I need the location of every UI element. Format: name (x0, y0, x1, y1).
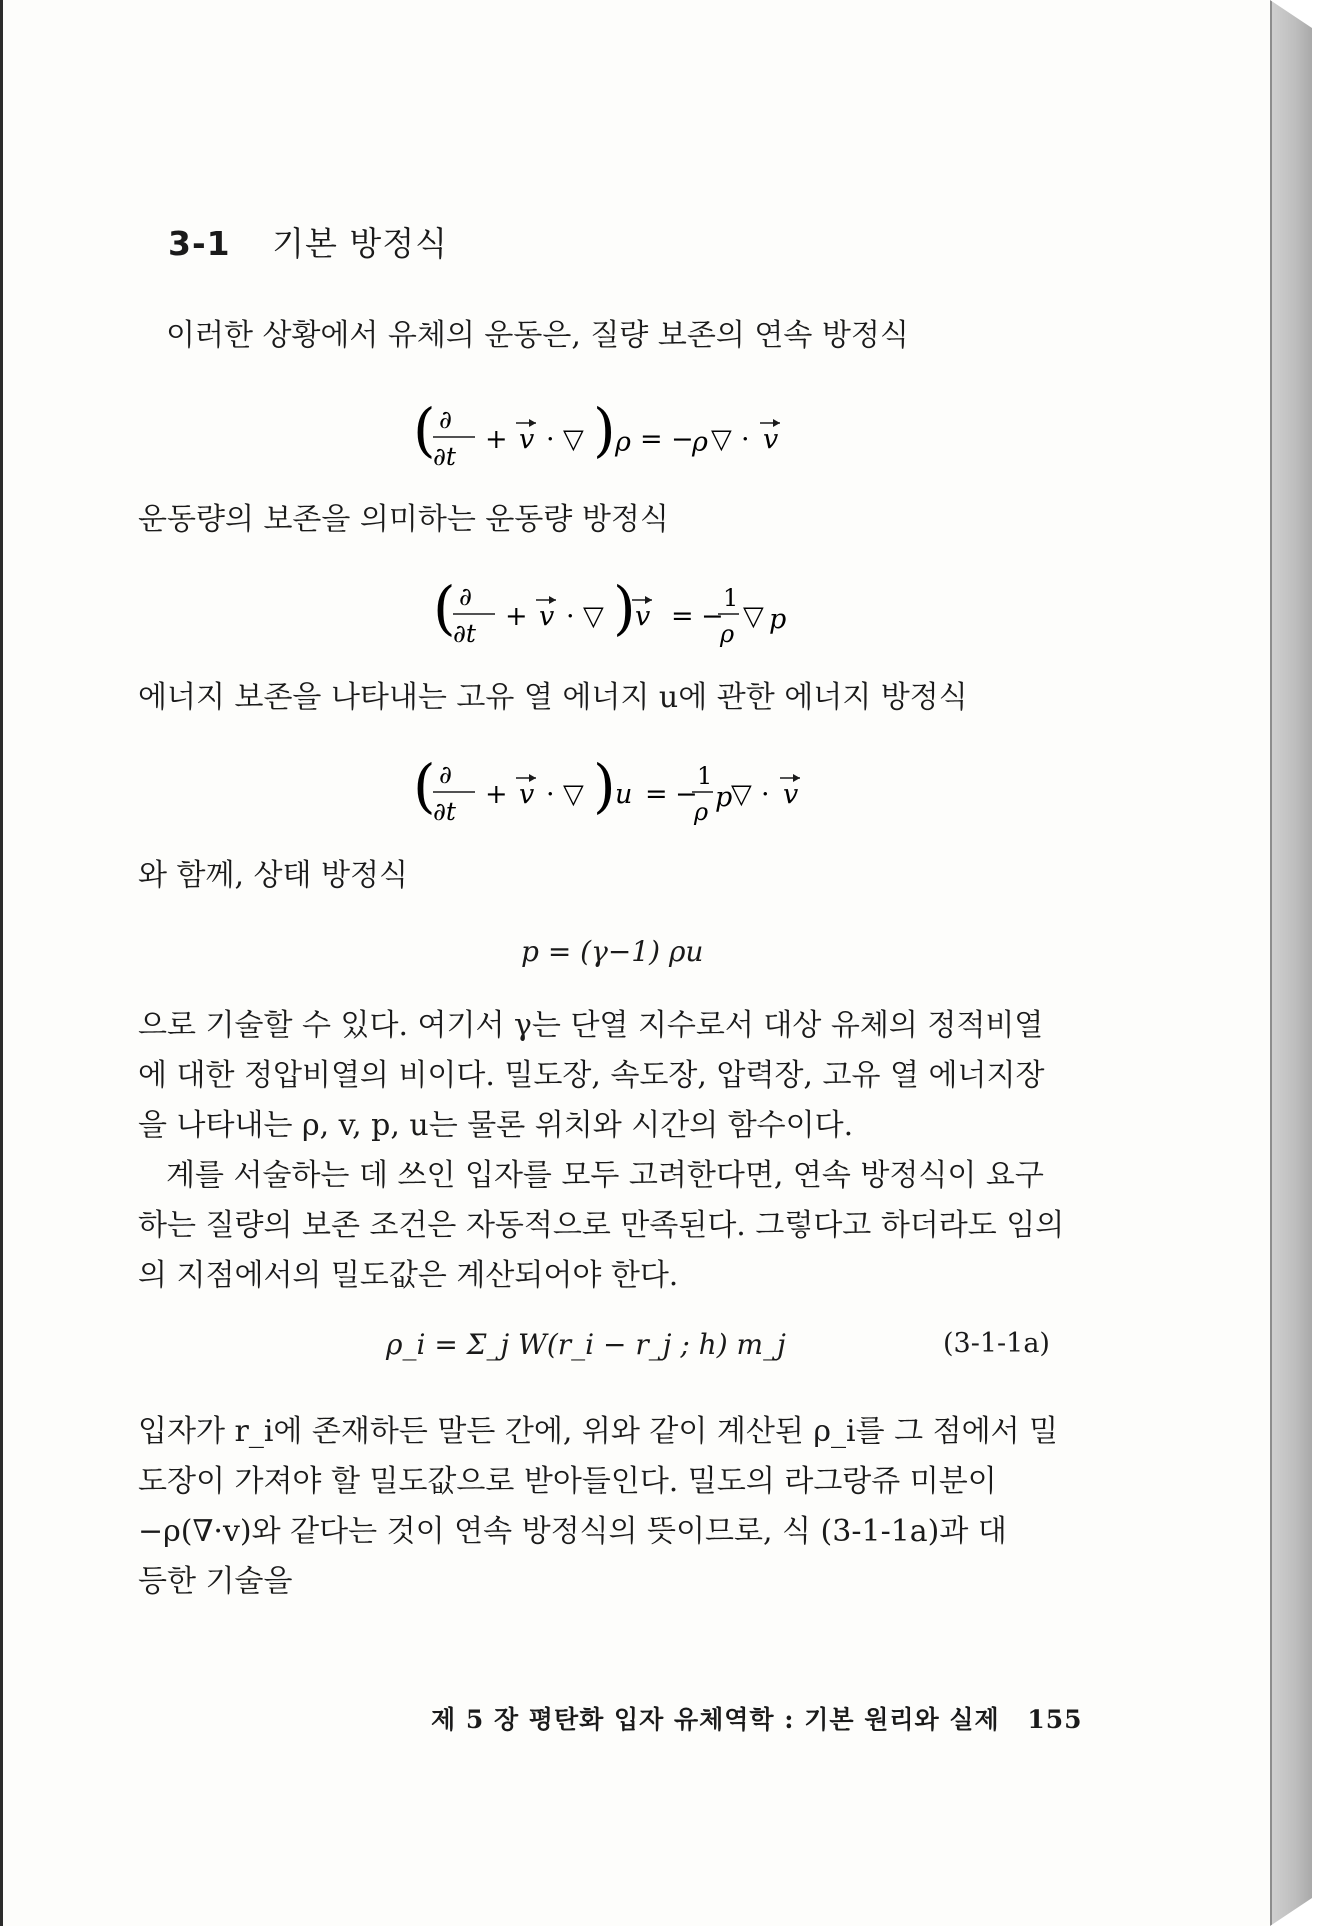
section-number: 3-1 (168, 224, 231, 263)
svg-text:1: 1 (723, 584, 739, 612)
svg-text:·: · (741, 424, 750, 455)
svg-text:=: = (645, 779, 668, 810)
paragraph-2: 운동량의 보존을 의미하는 운동량 방정식 (138, 502, 669, 537)
svg-text:(: ( (413, 752, 436, 820)
svg-text:u: u (615, 779, 633, 810)
equation-continuity (413, 395, 833, 475)
paragraph-3: 에너지 보존을 나타내는 고유 열 에너지 u에 관한 에너지 방정식 (138, 680, 968, 715)
svg-text:−: − (701, 601, 724, 632)
svg-text:v: v (519, 424, 535, 455)
svg-text:∂t: ∂t (433, 797, 456, 826)
paragraph-7-line-4: 등한 기술을 (138, 1564, 293, 1599)
svg-text:▽: ▽ (711, 424, 732, 455)
paragraph-6-line-3: 의 지점에서의 밀도값은 계산되어야 한다. (138, 1258, 679, 1293)
equation-energy (413, 748, 833, 838)
paragraph-5-line-2: 에 대한 정압비열의 비이다. 밀도장, 속도장, 압력장, 고유 열 에너지장 (138, 1058, 1045, 1093)
svg-text:·: · (761, 779, 770, 810)
running-footer (431, 1700, 1083, 1736)
svg-text:∂t: ∂t (453, 619, 476, 648)
svg-text:·: · (566, 601, 575, 632)
paragraph-7-line-2: 도장이 가져야 할 밀도값으로 받아들인다. 밀도의 라그랑쥬 미분이 (138, 1464, 997, 1499)
svg-text:+: + (485, 779, 508, 810)
svg-text:v: v (519, 779, 535, 810)
section-title: 기본 방정식 (272, 224, 449, 263)
equation-state: p = (γ−1) ρu (521, 935, 704, 968)
svg-text:·: · (546, 424, 555, 455)
svg-text:ρ: ρ (694, 798, 709, 826)
svg-text:+: + (505, 601, 528, 632)
svg-text:▽: ▽ (731, 779, 752, 810)
svg-text:=: = (640, 424, 663, 455)
svg-text:p: p (769, 604, 787, 635)
svg-text:v: v (783, 779, 799, 810)
svg-text:∂t: ∂t (433, 442, 456, 471)
svg-text:ρ: ρ (692, 427, 708, 458)
paragraph-5-line-1: 으로 기술할 수 있다. 여기서 γ는 단열 지수로서 대상 유체의 정적비열 (138, 1008, 1044, 1043)
svg-text:): ) (593, 396, 616, 464)
paragraph-1: 이러한 상황에서 유체의 운동은, 질량 보존의 연속 방정식 (166, 318, 909, 353)
svg-text:∂: ∂ (439, 760, 452, 789)
svg-text:p: p (715, 782, 733, 813)
svg-text:−: − (671, 424, 694, 455)
svg-text:v: v (635, 601, 651, 632)
section-heading (168, 218, 448, 265)
svg-text:▽: ▽ (743, 601, 764, 632)
paragraph-6-line-1: 계를 서술하는 데 쓰인 입자를 모두 고려한다면, 연속 방정식이 요구 (166, 1158, 1044, 1193)
paragraph-4: 와 함께, 상태 방정식 (138, 858, 408, 893)
svg-text:v: v (763, 424, 779, 455)
paragraph-7-line-1: 입자가 r_i에 존재하든 말든 간에, 위와 같이 계산된 ρ_i를 그 점에서 밀 (138, 1414, 1059, 1449)
svg-text:∂: ∂ (439, 405, 452, 434)
svg-text:−: − (675, 779, 698, 810)
chapter-title: 제 5 장 평탄화 입자 유체역학 : 기본 원리와 실제 (431, 1705, 1000, 1734)
svg-text:∂: ∂ (459, 582, 472, 611)
svg-text:v: v (539, 601, 555, 632)
svg-text:): ) (593, 752, 616, 820)
equation-density-sum: ρ_i = Σ_j W(r_i − r_j ; h) m_j (386, 1328, 786, 1361)
svg-text:(: ( (413, 396, 436, 464)
paragraph-6-line-2: 하는 질량의 보존 조건은 자동적으로 만족된다. 그렇다고 하더라도 임의 (138, 1208, 1065, 1243)
equation-density-sum-number: (3-1-1a) (943, 1328, 1050, 1359)
paragraph-5-line-3: 을 나타내는 ρ, v, p, u는 물론 위치와 시간의 함수이다. (138, 1108, 854, 1143)
book-spine-edge (1270, 0, 1312, 1926)
svg-text:ρ: ρ (720, 620, 735, 648)
svg-text:ρ: ρ (615, 427, 631, 458)
svg-text:·: · (546, 779, 555, 810)
svg-text:): ) (613, 574, 636, 642)
svg-text:1: 1 (697, 762, 713, 790)
paragraph-7-line-3: −ρ(∇·v)와 같다는 것이 연속 방정식의 뜻이므로, 식 (3-1-1a)과 대 (138, 1514, 1007, 1549)
page-number: 155 (1027, 1705, 1083, 1734)
svg-text:+: + (485, 424, 508, 455)
svg-text:▽: ▽ (583, 601, 604, 632)
equation-momentum (433, 570, 833, 660)
svg-text:▽: ▽ (563, 424, 584, 455)
svg-text:(: ( (433, 574, 456, 642)
svg-text:=: = (671, 601, 694, 632)
svg-text:▽: ▽ (563, 779, 584, 810)
